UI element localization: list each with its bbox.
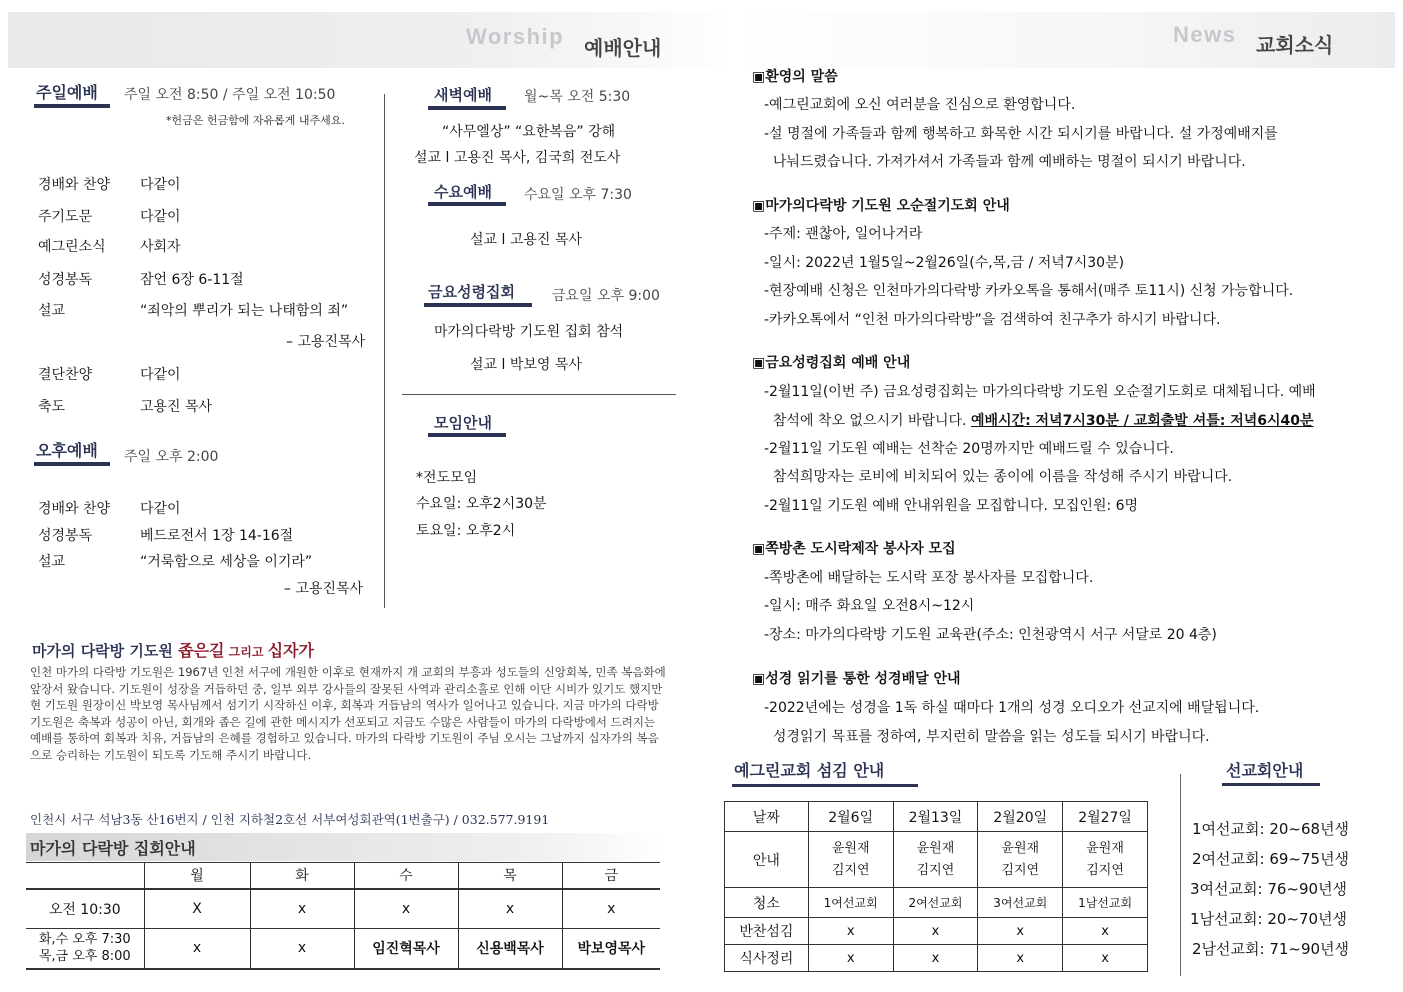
news-en-title: News	[1173, 22, 1237, 47]
schedule-time-thu-fri: 목,금 오후 8:00	[38, 949, 131, 965]
afternoon-sermon-title: “거룩함으로 세상을 이기라”	[140, 554, 313, 570]
sunday-order-label: 예그린소식	[38, 239, 106, 255]
meeting-title-bar	[428, 433, 506, 437]
schedule-cell: x	[144, 929, 250, 969]
schedule-time: 오전 10:30	[26, 889, 144, 929]
serve-cell: x	[808, 945, 893, 972]
afternoon-title-bar	[34, 462, 110, 466]
serve-usher: 김지연	[916, 862, 955, 878]
makka-title-cross: 십자가	[267, 641, 314, 660]
news-banner	[733, 12, 1395, 68]
serve-cell: x	[893, 945, 978, 972]
news-line: 성경읽기 목표를 정하여, 부지런히 말씀을 읽는 성도들 되시기 바랍니다.	[764, 729, 1210, 745]
news-line: -2월11일 기도원 예배는 선착순 20명까지만 예배드릴 수 있습니다.	[764, 441, 1174, 457]
dawn-title-bar	[428, 106, 506, 110]
sunday-offering-note: *헌금은 헌금함에 자유롭게 내주세요.	[166, 114, 345, 127]
sunday-time: 주일 오전 8:50 / 주일 오전 10:50	[124, 87, 336, 103]
schedule-day: 월	[144, 863, 250, 889]
serve-cell: x	[808, 918, 893, 945]
sunday-order-label: 경배와 찬양	[38, 177, 111, 193]
news-line: -쪽방촌에 배달하는 도시락 포장 봉사자를 모집합니다.	[764, 570, 1094, 586]
mission-item: 1남선교회: 20~70년생	[1190, 910, 1348, 928]
worship-banner	[8, 12, 733, 68]
serve-row-label: 식사정리	[725, 945, 809, 972]
afternoon-time: 주일 오후 2:00	[124, 449, 219, 465]
news-ko-title: 교회소식	[1256, 33, 1334, 57]
sunday-sermon-title: “죄악의 뿌리가 되는 나태함의 죄”	[140, 303, 349, 319]
sunday-order-label: 성경봉독	[38, 272, 93, 288]
schedule-cell: X	[144, 889, 250, 929]
sunday-preacher: – 고용진목사	[286, 334, 366, 350]
schedule-cell: 박보영목사	[562, 929, 660, 969]
serve-date: 2월6일	[808, 802, 893, 832]
schedule-corner	[26, 863, 144, 889]
dawn-series: “사무엘상” “요한복음” 강해	[442, 124, 616, 140]
news-line: -일시: 매주 화요일 오전8시~12시	[764, 598, 975, 614]
schedule-cell: x	[562, 889, 660, 929]
serve-usher: 김지연	[831, 862, 870, 878]
news-line: -주제: 괜찮아, 일어나거라	[764, 226, 923, 242]
serve-cell: 1여선교회	[808, 888, 893, 918]
news-line: -카카오톡에서 “인천 마가의다락방”을 검색하여 친구추가 하시기 바랍니다.	[764, 312, 1221, 328]
news-line: -일시: 2022년 1월5일~2월26일(수,목,금 / 저녁7시30분)	[764, 255, 1125, 271]
news-line: -설 명절에 가족들과 함께 행복하고 화목한 시간 되시기를 바랍니다. 설 가정예배지를	[764, 126, 1278, 142]
schedule-day: 금	[562, 863, 660, 889]
news-heading: ▣성경 읽기를 통한 성경배달 안내	[752, 671, 961, 687]
serve-usher: 윤원재	[831, 840, 870, 856]
makka-title-and: 그리고	[224, 645, 268, 659]
afternoon-preacher: – 고용진목사	[284, 581, 364, 597]
serve-cell	[808, 832, 893, 888]
afternoon-order-label: 경배와 찬양	[38, 501, 111, 517]
serve-usher: 김지연	[1086, 862, 1124, 878]
friday-preacher: 설교 l 박보영 목사	[470, 357, 582, 373]
serve-cell: x	[978, 945, 1063, 972]
serve-cell: 3여선교회	[978, 888, 1063, 918]
dawn-preachers: 설교 l 고용진 목사, 김국희 전도사	[414, 150, 621, 166]
news-line: -장소: 마가의다락방 기도원 교육관(주소: 인천광역시 서구 서달로 20 4층)	[764, 627, 1217, 643]
serve-cell: x	[978, 918, 1063, 945]
wednesday-title: 수요예배	[434, 183, 492, 201]
sunday-title-bar	[34, 104, 110, 108]
news-line: -2022년에는 성경을 1독 하실 때마다 1개의 성경 오디오가 선교지에 배달됩니다.	[764, 700, 1260, 716]
news-line: -예그린교회에 오신 여러분을 진심으로 환영합니다.	[764, 97, 1076, 113]
serve-header: 날짜	[725, 802, 809, 832]
news-line: 나눠드렸습니다. 가져가셔서 가족들과 함께 예배하는 명절이 되시기 바랍니다.	[764, 154, 1246, 170]
friday-time: 금요일 오후 9:00	[552, 288, 660, 304]
makka-address: 인천시 서구 석남3동 산16번지 / 인천 지하철2호선 서부여성회관역(1번출구) / 032.577.9191	[30, 812, 550, 827]
news-heading: ▣금요성령집회 예배 안내	[752, 355, 911, 371]
serve-row-label: 반찬섬김	[725, 918, 809, 945]
serve-usher: 윤원재	[1086, 840, 1124, 856]
serve-cell	[1063, 832, 1148, 888]
afternoon-order-value: 다같이	[140, 501, 181, 517]
mission-title: 선교회안내	[1226, 761, 1304, 780]
makka-title-narrow-path: 좁은길	[178, 641, 225, 660]
dawn-time: 월~목 오전 5:30	[524, 89, 631, 105]
schedule-cell: 임진혁목사	[354, 929, 458, 969]
news-line-part: 참석에 착오 없으시기 바랍니다.	[764, 413, 971, 429]
sunday-order-label: 주기도문	[38, 209, 93, 225]
makka-schedule-title: 마가의 다락방 집회안내	[30, 839, 196, 858]
serve-cell: x	[893, 918, 978, 945]
serve-cell: 2여선교회	[893, 888, 978, 918]
meeting-wednesday: 수요일: 오후2시30분	[416, 496, 547, 512]
news-heading: ▣쪽방촌 도시락제작 봉사자 모집	[752, 541, 956, 557]
sunday-order-label: 결단찬양	[38, 367, 93, 383]
friday-location: 마가의다락방 기도원 집회 참석	[434, 324, 624, 340]
news-line: -2월11일 기도원 예배 안내위원을 모집합니다. 모집인원: 6명	[764, 498, 1139, 514]
serve-row-label: 안내	[725, 832, 809, 888]
serve-date: 2월13일	[893, 802, 978, 832]
makka-description: 인천 마가의 다락방 기도원은 1967년 인천 서구에 개원한 이후로 현재까지 개 교회의 부흥과 성도들의 신앙회복, 민족 복음화에 앞장서 왔습니다. 기도원이 성장을 거듭하던 중, 일부 외부 강사들의 잘못된 사역과 관리소홀로 인해 이단 시비가 있기도 했지만 현 기도원 원장이신 박보영 목사님께서 섬기기 시작하신 이후, 회복과 거듭남의 역사가 일어나고 있습니다. 지금 마가의 다락방 기도원은 축복과 성공이 아닌, 회개와 좁은 길에 관한 메시지가 선포되고 지금도 수많은 사람들이 마가의 다락방에서 드려지는 예배를 통하여 회복과 치유, 거듭남의 은혜를 경험하고 있습니다. 마가의 다락방 기도원이 주님 오시는 그날까지 십자가의 복음으로 승리하는 기도원이 되도록 기도해 주시기 바랍니다.	[30, 665, 666, 762]
makka-title	[32, 638, 314, 661]
worship-en-title: Worship	[466, 24, 565, 49]
sunday-order-value: 다같이	[140, 177, 181, 193]
news-heading: ▣환영의 말씀	[752, 69, 838, 85]
serve-cell	[893, 832, 978, 888]
column-divider	[384, 94, 385, 608]
makka-schedule-header	[26, 833, 664, 861]
afternoon-title: 오후예배	[36, 441, 98, 460]
serve-title: 예그린교회 섬김 안내	[734, 761, 885, 780]
mission-divider	[1180, 774, 1181, 976]
wednesday-preacher: 설교 l 고용진 목사	[470, 232, 582, 248]
friday-service-time-emphasis: 예배시간: 저녁7시30분 / 교회출발 셔틀: 저녁6시40분	[970, 413, 1314, 429]
serve-usher: 윤원재	[1001, 840, 1040, 856]
mission-item: 2남선교회: 71~90년생	[1192, 940, 1350, 958]
schedule-time-tue-wed: 화,수 오후 7:30	[38, 932, 131, 948]
meeting-divider	[402, 394, 676, 395]
sunday-order-label: 축도	[38, 399, 66, 415]
meeting-saturday: 토요일: 오후2시	[416, 523, 516, 539]
worship-ko-title: 예배안내	[584, 36, 662, 60]
dawn-title: 새벽예배	[434, 86, 492, 104]
news-line: -현장예배 신청은 인천마가의다락방 카카오톡을 통해서(매주 토11시) 신청 가능합니다.	[764, 283, 1294, 299]
serve-title-bar	[732, 784, 918, 787]
schedule-cell: x	[458, 889, 562, 929]
sunday-order-value: 고용진 목사	[140, 399, 213, 415]
schedule-cell: 신용백목사	[458, 929, 562, 969]
news-heading: ▣마가의다락방 기도원 오순절기도회 안내	[752, 198, 1010, 214]
serve-usher: 윤원재	[916, 840, 955, 856]
friday-title: 금요성령집회	[428, 283, 515, 301]
wednesday-title-bar	[428, 202, 506, 206]
schedule-day: 수	[354, 863, 458, 889]
serve-cell: 1남선교회	[1063, 888, 1148, 918]
sunday-order-value: 다같이	[140, 209, 181, 225]
afternoon-order-label: 설교	[38, 554, 66, 570]
serve-cell	[978, 832, 1063, 888]
sunday-order-value: 사회자	[140, 239, 181, 255]
afternoon-order-label: 성경봉독	[38, 528, 93, 544]
makka-schedule-table	[26, 862, 660, 970]
afternoon-order-value: 베드로전서 1장 14-16절	[140, 528, 294, 544]
sunday-order-value: 잠언 6장 6-11절	[140, 272, 244, 288]
mission-item: 1여선교회: 20~68년생	[1192, 820, 1350, 838]
serve-table	[724, 801, 1148, 972]
schedule-cell: x	[354, 889, 458, 929]
meeting-title: 모임안내	[434, 414, 492, 432]
schedule-cell: x	[250, 929, 354, 969]
serve-usher: 김지연	[1001, 862, 1040, 878]
serve-date: 2월27일	[1063, 802, 1148, 832]
sunday-order-value: 다같이	[140, 367, 181, 383]
serve-cell: x	[1063, 945, 1148, 972]
schedule-day: 화	[250, 863, 354, 889]
news-line	[764, 410, 1314, 430]
meeting-group: *전도모임	[416, 470, 478, 486]
serve-date: 2월20일	[978, 802, 1063, 832]
mission-item: 2여선교회: 69~75년생	[1192, 850, 1350, 868]
serve-cell: x	[1063, 918, 1148, 945]
sunday-order-label: 설교	[38, 303, 66, 319]
serve-row-label: 청소	[725, 888, 809, 918]
schedule-day: 목	[458, 863, 562, 889]
mission-title-bar	[1222, 783, 1320, 786]
friday-title-bar	[424, 303, 532, 307]
sunday-title: 주일예배	[36, 83, 98, 102]
mission-item: 3여선교회: 76~90년생	[1190, 880, 1348, 898]
schedule-time-evening	[26, 929, 144, 969]
news-line: -2월11일(이번 주) 금요성령집회는 마가의다락방 기도원 오순절기도회로 대체됩니다. 예배	[764, 384, 1316, 400]
schedule-cell: x	[250, 889, 354, 929]
wednesday-time: 수요일 오후 7:30	[524, 187, 632, 203]
news-line: 참석희망자는 로비에 비치되어 있는 종이에 이름을 작성해 주시기 바랍니다.	[764, 469, 1233, 485]
makka-title-a: 마가의 다락방 기도원	[32, 642, 179, 660]
